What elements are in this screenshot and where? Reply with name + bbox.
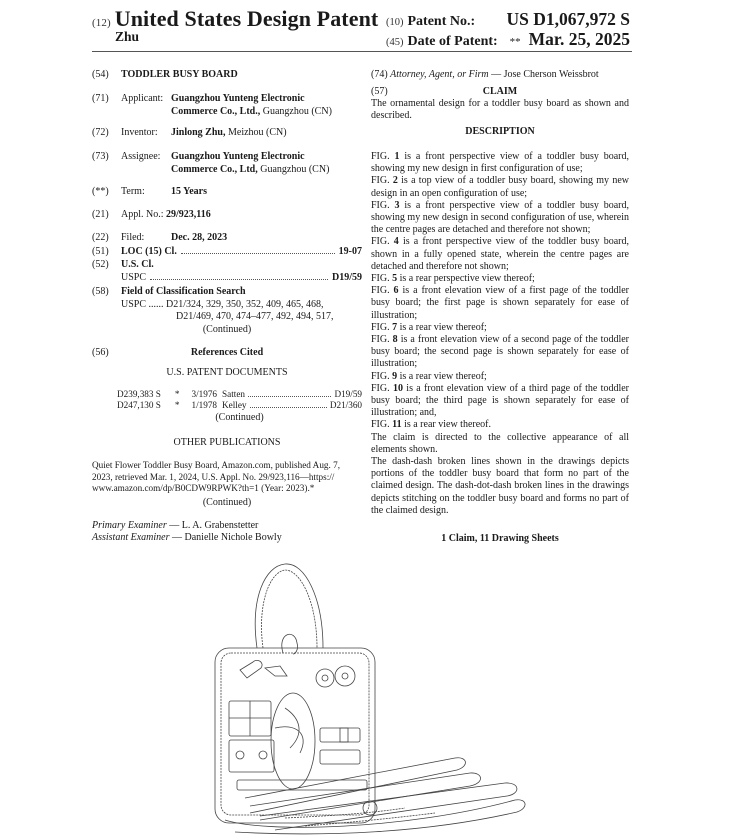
field-code: (**) [92,186,109,197]
us-patent-docs-heading: U.S. PATENT DOCUMENTS [166,367,288,378]
attorney-field [371,69,629,81]
patent-title: TODDLER BUSY BOARD [121,69,238,80]
inventor-location: Meizhou (CN) [227,127,287,138]
field-code: (58) [92,286,109,297]
field-label: Attorney, Agent, or Firm [390,69,489,80]
buckle-bottom [320,750,360,764]
other-publications-heading: OTHER PUBLICATIONS [173,437,281,448]
patent-number: US D1,067,972 S [506,9,630,29]
patent-no-code: (10) [386,17,404,28]
description-heading: DESCRIPTION [465,126,535,137]
figure-description: FIG. 3 is a front perspective view of a toddler busy board, showing my new design in second configuration of use, wherein the centre pages are detached and therefore not shown; [371,199,629,236]
term-value: 15 Years [171,186,208,197]
examiner-name: — L. A. Grabenstetter [169,520,259,531]
ref-number: D247,130 S [117,400,161,410]
ref-cited-star: * [174,400,180,410]
date-code: (45) [386,37,404,48]
assistant-examiner [92,532,362,545]
uspc-label: USPC [121,271,147,283]
field-code: (71) [92,93,109,104]
search-classes-line: D21/469, 470, 474–477, 492, 494, 517, [176,311,334,322]
claim-heading: CLAIM [482,86,518,97]
patent-no-label: Patent No.: [407,14,476,29]
claims-sheets-summary: 1 Claim, 11 Drawing Sheets [441,533,559,544]
references-heading: References Cited [190,347,264,358]
hang-loop [282,634,298,654]
heart-shape [240,660,262,678]
claim-text: The ornamental design for a toddler busy board as shown and described. [371,98,629,122]
ref-number: D239,383 S [117,389,161,399]
inventor-short-name: Zhu [115,29,140,44]
figure-description: FIG. 11 is a rear view thereof. [371,419,491,431]
figure-description: FIG. 9 is a rear view thereof; [371,370,487,382]
claim-scope-paragraph: The claim is directed to the collective appearance of all elements shown. [371,431,629,455]
ref-cited-star: * [174,389,180,399]
us-class-field [92,259,362,285]
search-classes-line: D21/324, 329, 350, 352, 409, 465, 468, [166,298,324,310]
broken-lines-paragraph: The dash-dash broken lines shown in the drawings depicts portions of the toddler busy board that form no part of the claimed design. The dash-dot-dash broken lines in the drawings depicts stitching on the toddler busy board and forms no part of the claimed design. [371,456,629,516]
field-of-search: (58) Field of Classification Search USPC ...... D21/324, 329, 350, 352, 409, 465, 468, D21/469, 470, 474–477, 492, 494, 517, (Continued) [92,286,362,341]
ref-date: 3/1976 [191,389,218,399]
figure-description: FIG. 7 is a rear view thereof; [371,321,487,333]
center-oval [271,693,315,789]
field-label: Applicant: [121,93,164,104]
pub-line: www.amazon.com/dp/B0CDW9RPWK?th=1 (Year: 2023).* [92,483,315,493]
doc-type: United States Design Patent [114,6,379,31]
patent-number-row [386,9,630,30]
field-label: U.S. Cl. [121,259,154,270]
appl-no-value: 29/923,116 [166,209,211,220]
field-code: (57) [371,86,388,97]
figure-description: FIG. 4 is a front perspective view of the toddler busy board, shown in a fully opened state, wherein the centre pages are detached and therefore not shown; [371,236,629,272]
field-label: Term: [121,186,145,197]
field-label: Assignee: [121,151,161,162]
flower-left [316,669,334,687]
field-code: (51) [92,246,109,257]
assignee-field [92,151,362,177]
figure-descriptions [371,151,629,517]
field-label: Appl. No.: [121,209,164,220]
flower-right [335,666,355,686]
reference-row [117,389,362,401]
applicant-field [92,93,362,119]
ref-name: Kelley [222,400,247,410]
handle [255,564,323,648]
filed-date: Dec. 28, 2023 [171,232,228,243]
field-label: LOC (15) Cl. [121,246,177,257]
board-frame-inner [221,653,369,815]
primary-examiner [92,520,362,533]
field-code: (73) [92,151,109,162]
reference-row [117,400,362,412]
us-class-value: D19/59 [332,271,362,283]
examiner-label: Assistant Examiner [92,532,170,543]
figure-description: FIG. 6 is a front elevation view of a first page of the toddler busy board; the first page is shown separately for ease of illustration; [371,285,629,321]
field-code: (52) [92,259,109,270]
continued-note: (Continued) [202,324,252,335]
ref-class: D19/59 [334,389,362,399]
claim-heading-row [371,86,629,98]
examiner-name: — Danielle Nichole Bowly [172,532,282,543]
figure-description: FIG. 10 is a front elevation view of a third page of the toddler busy board; the third page is shown separately for ease of illustration; and, [371,382,629,419]
figure-description: FIG. 2 is a top view of a toddler busy board, showing my new design in an open configuration of use; [371,175,629,199]
figure-description: FIG. 1 is a front perspective view of a toddler busy board, showing my new design in first configuration of use; [371,151,629,175]
pub-line: 2023, retrieved Mar. 1, 2024, U.S. Appl. No. 29/923,116—https:// [92,471,335,482]
assignee-name: Guangzhou Yunteng Electronic [171,151,305,162]
field-label: Filed: [121,232,145,243]
applicant-name: Guangzhou Yunteng Electronic [171,93,305,104]
design-drawing [205,558,530,835]
date-label: Date of Patent: [407,34,498,49]
assignee-location: Guangzhou (CN) [260,163,330,175]
figure-description: FIG. 8 is a front elevation view of a second page of the toddler busy board; the second page is shown separately for ease of illustration; [371,334,629,370]
date-of-patent-row [386,29,630,50]
field-code: (74) [371,69,388,80]
examiner-label: Primary Examiner [92,520,167,531]
continued-note: (Continued) [202,497,252,508]
board-frame [215,648,375,823]
assignee-name-cont: Commerce Co., Ltd, [171,163,258,175]
field-code: (72) [92,127,109,138]
pub-line: Quiet Flower Toddler Busy Board, Amazon.com, published Aug. 7, [92,460,340,470]
other-publication [92,460,364,495]
date-marker: ** [509,36,521,48]
loc-class-value: 19-07 [338,246,362,257]
applicant-location: Guangzhou (CN) [262,105,332,117]
uspc-label: USPC [121,298,147,310]
clip-shape [265,666,287,676]
field-code: (21) [92,209,109,220]
ref-date: 1/1978 [191,400,218,410]
patent-date: Mar. 25, 2025 [528,29,630,49]
continued-note: (Continued) [215,412,264,423]
inventor-name: Jinlong Zhu, [171,127,226,138]
field-code: (54) [92,69,109,80]
attorney-name: — Jose Cherson Weissbrot [491,69,599,80]
ref-name: Satten [222,389,245,399]
header-divider [92,51,632,52]
field-code: (22) [92,232,109,243]
field-label: Inventor: [121,127,158,138]
applicant-name-cont: Commerce Co., Ltd., [171,105,261,117]
doc-type-code: (12) [92,17,111,29]
ref-class: D21/360 [329,400,362,410]
figure-description: FIG. 5 is a rear perspective view thereof; [371,273,535,285]
field-label: Field of Classification Search [121,286,246,297]
field-code: (56) [92,347,109,358]
